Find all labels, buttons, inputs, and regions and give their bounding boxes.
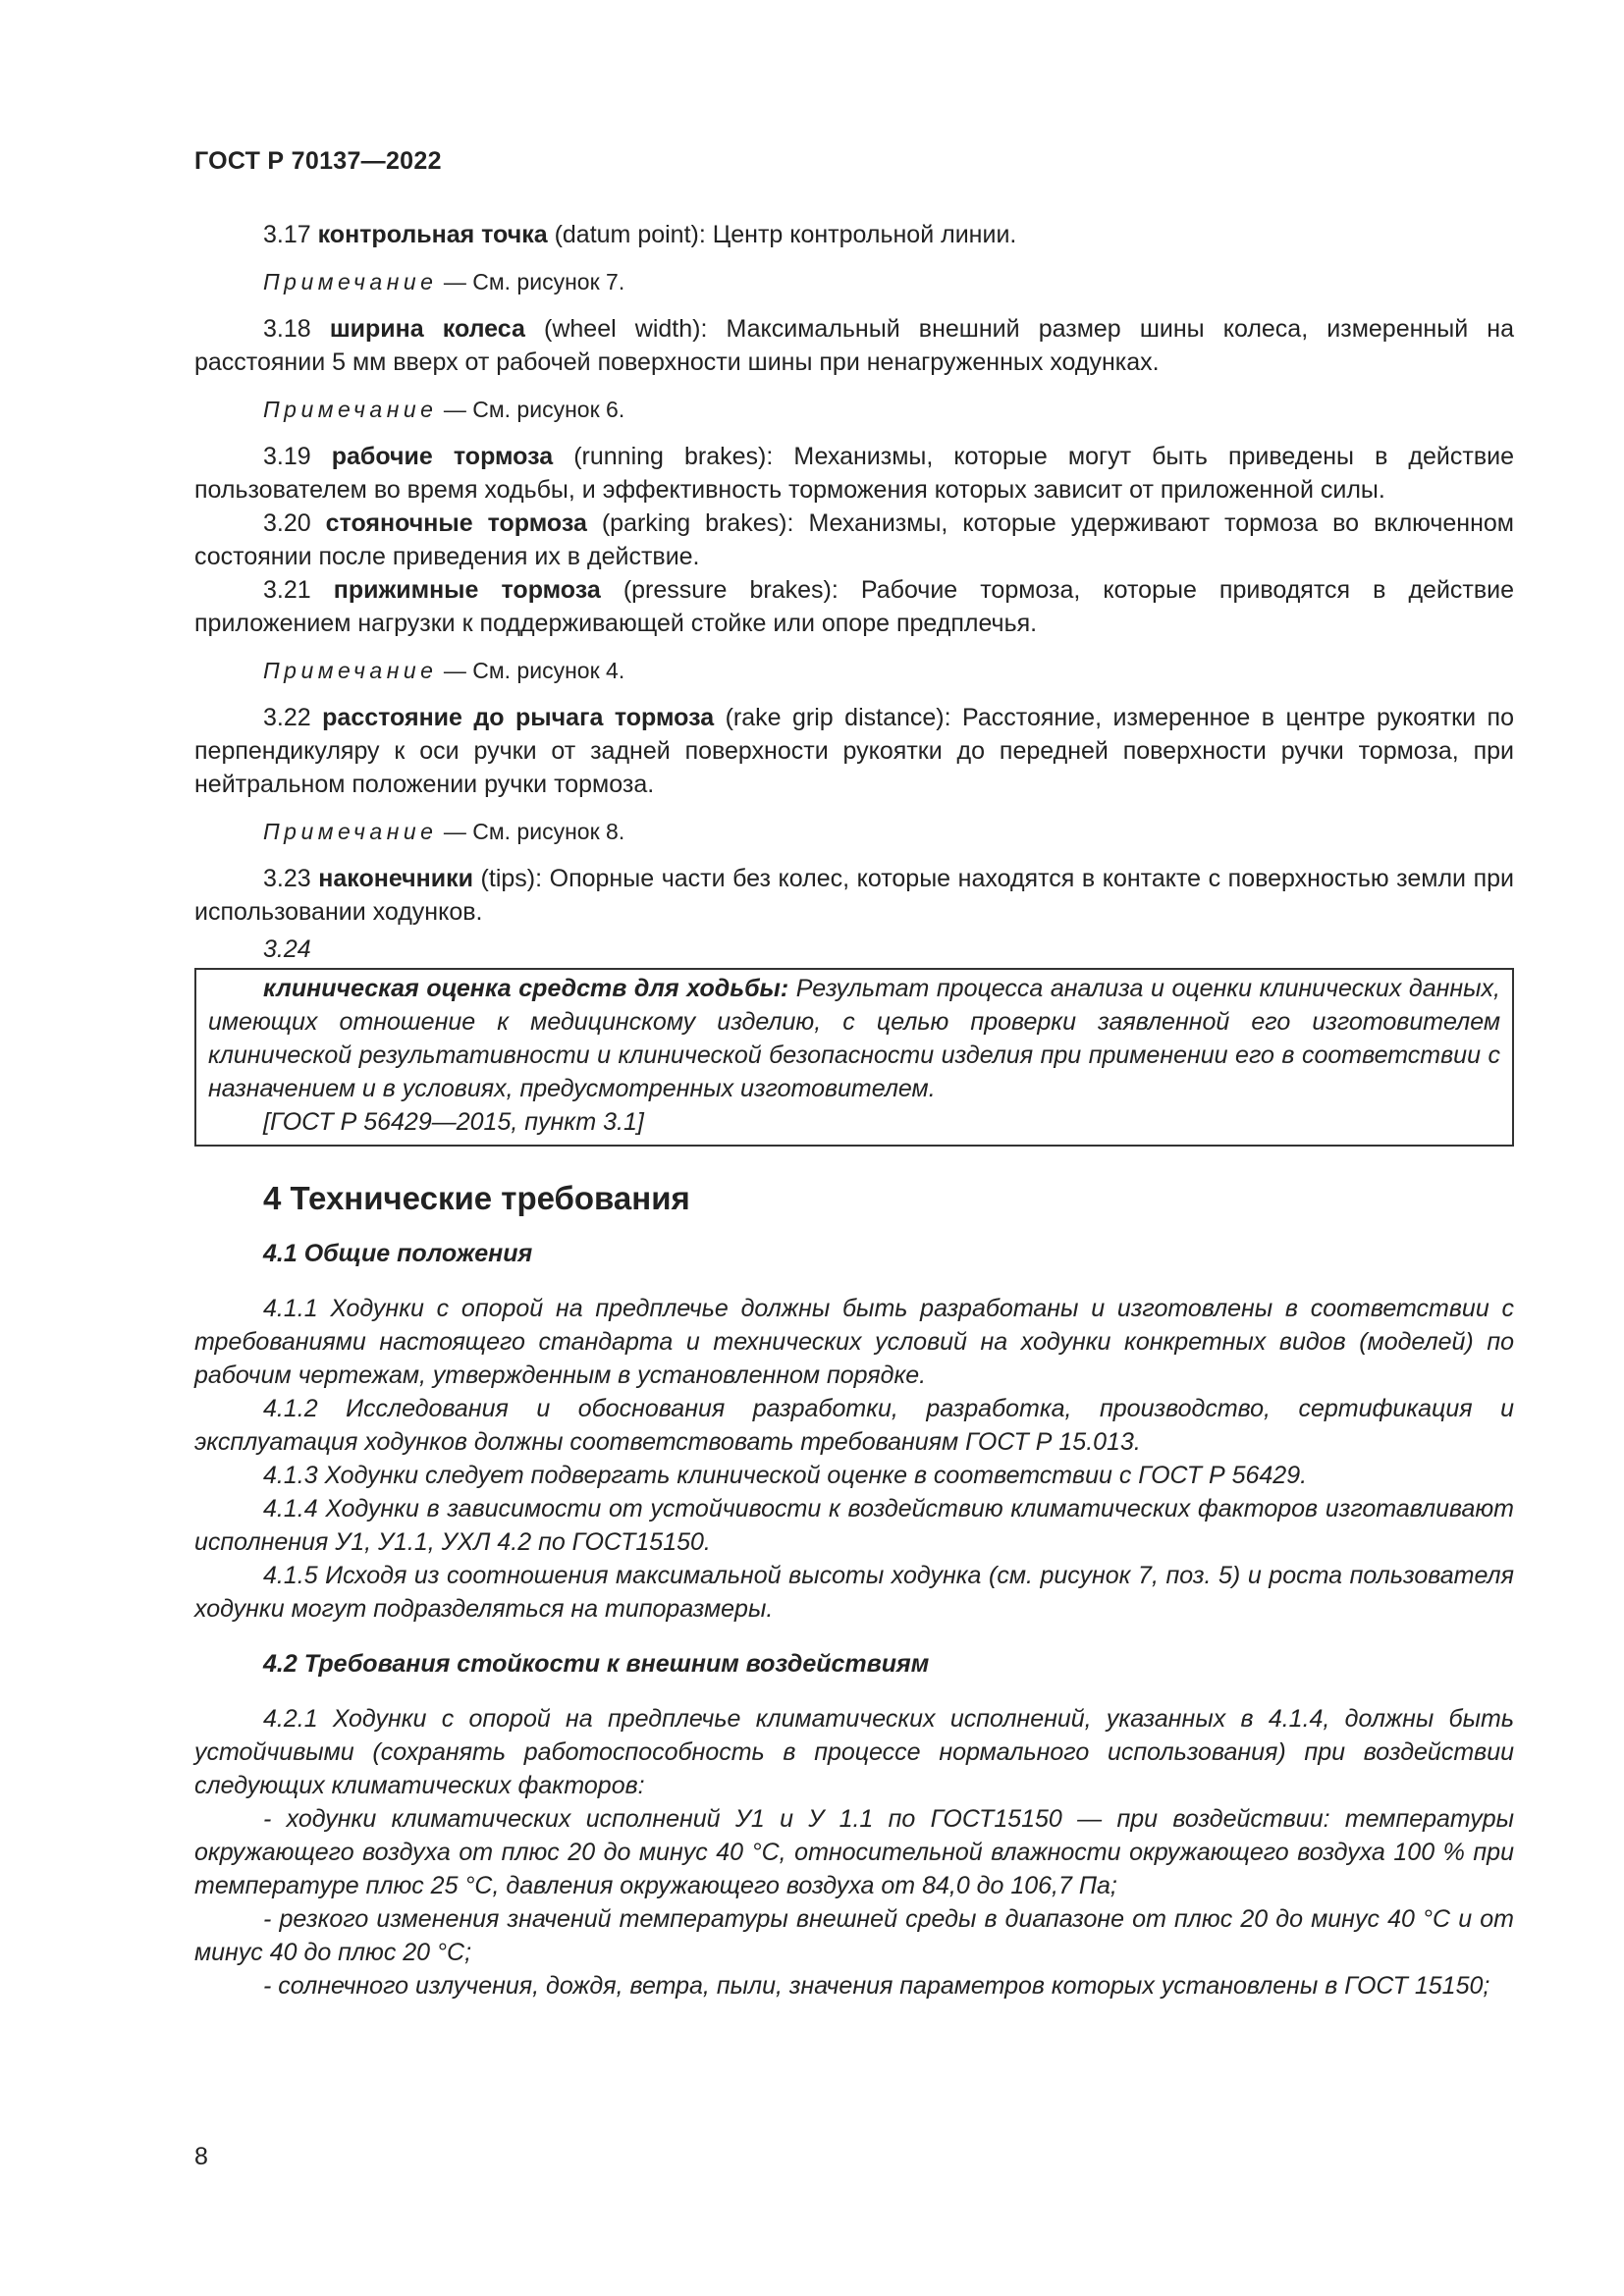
list-item: - солнечного излучения, дождя, ветра, пыли, значения параметров которых установлены в ГОСТ 15150; (263, 1972, 1490, 2000)
section-heading: 4 Технические требования (263, 1180, 690, 1216)
term: наконечники (318, 865, 473, 892)
term: контрольная точка (317, 221, 548, 248)
definition-3-17: 3.17 контрольная точка (datum point): Центр контрольной линии. (263, 221, 1017, 248)
page-content (194, 218, 1514, 2002)
clause-4-1-4: 4.1.4 Ходунки в зависимости от устойчивости к воздействию климатических факторов изготавливают исполнения У1, У1.1, УХЛ 4.2 по ГОСТ15150. (194, 1495, 1514, 1556)
definition-3-18: 3.18 ширина колеса (wheel width): Максимальный внешний размер шины колеса, измеренный на расстоянии 5 мм вверх от рабочей поверхности шины при ненагруженных ходунках. (194, 315, 1514, 376)
list-item: - ходунки климатических исполнений У1 и У 1.1 по ГОСТ15150 — при воздействии: температуры окружающего воздуха от плюс 20 до минус 40 °С, относительной влажности окружающего воздуха 100 % при температуре плюс 25 °С, давления окружающего воздуха от 84,0 до 106,7 Па; (194, 1805, 1514, 1899)
note: Примечание — См. рисунок 4. (263, 658, 625, 683)
clause-4-1-1: 4.1.1 Ходунки с опорой на предплечье должны быть разработаны и изготовлены в соответствии с требованиями настоящего стандарта и технических условий на ходунки конкретных видов (моделей) по рабочим чертежам, утвержденным в установленном порядке. (194, 1295, 1514, 1389)
note: Примечание — См. рисунок 8. (263, 819, 625, 844)
note: Примечание — См. рисунок 6. (263, 397, 625, 422)
definition-3-24-number: 3.24 (263, 935, 311, 963)
running-header: ГОСТ Р 70137—2022 (194, 147, 442, 175)
subsection-heading: 4.2 Требования стойкости к внешним воздействиям (263, 1650, 930, 1678)
definition-3-22: 3.22 расстояние до рычага тормоза (rake grip distance): Расстояние, измеренное в центре рукоятки по перпендикуляру к оси ручки от задней поверхности рукоятки до передней поверхности ручки тормоза, при нейтральном положении ручки тормоза. (194, 704, 1514, 798)
boxed-definition-text: клиническая оценка средств для ходьбы: Результат процесса анализа и оценки клинических данных, имеющих отношение к медицинскому изделию, с целью проверки заявленной его изготовителем клинической результативности и клинической безопасности изделия при применении его в соответствии с назначением и в условиях, предусмотренных изготовителем. (208, 975, 1501, 1102)
definition-source: [ГОСТ Р 56429—2015, пункт 3.1] (263, 1108, 644, 1136)
definition-3-19: 3.19 рабочие тормоза (running brakes): Механизмы, которые могут быть приведены в действие пользователем во время ходьбы, и эффективность торможения которых зависит от приложенной силы. (194, 443, 1514, 504)
clause-4-1-5: 4.1.5 Исходя из соотношения максимальной высоты ходунка (см. рисунок 7, поз. 5) и роста пользователя ходунки могут подразделяться на типоразмеры. (194, 1562, 1514, 1623)
definition-3-20: 3.20 стояночные тормоза (parking brakes): Механизмы, которые удерживают тормоза во включенном состоянии после приведения их в действие. (194, 509, 1514, 570)
page-number: 8 (194, 2143, 208, 2170)
term: стояночные тормоза (325, 509, 587, 537)
clause-4-1-3: 4.1.3 Ходунки следует подвергать клинической оценке в соответствии с ГОСТ Р 56429. (263, 1462, 1308, 1489)
term: прижимные тормоза (333, 576, 601, 604)
subsection-heading: 4.1 Общие положения (263, 1240, 533, 1267)
clause-4-1-2: 4.1.2 Исследования и обоснования разработки, разработка, производство, сертификация и эксплуатация ходунков должны соответствовать требованиям ГОСТ Р 15.013. (194, 1395, 1514, 1456)
clause-4-2-1: 4.2.1 Ходунки с опорой на предплечье климатических исполнений, указанных в 4.1.4, должны быть устойчивыми (сохранять работоспособность в процессе нормального использования) при воздействии следующих климатических факторов: (194, 1705, 1514, 1799)
definition-3-23: 3.23 наконечники (tips): Опорные части без колес, которые находятся в контакте с поверхностью земли при использовании ходунков. (194, 865, 1514, 926)
term: рабочие тормоза (331, 443, 554, 470)
boxed-definition (194, 968, 1514, 1147)
definition-3-21: 3.21 прижимные тормоза (pressure brakes): Рабочие тормоза, которые приводятся в действие приложением нагрузки к поддерживающей стойке или опоре предплечья. (194, 576, 1515, 637)
term: ширина колеса (329, 315, 525, 343)
list-item: - резкого изменения значений температуры внешней среды в диапазоне от плюс 20 до минус 40 °С и от минус 40 до плюс 20 °С; (194, 1905, 1514, 1966)
note: Примечание — См. рисунок 7. (263, 269, 625, 294)
term: расстояние до рычага тормоза (322, 704, 715, 731)
term: клиническая оценка средств для ходьбы: (263, 975, 789, 1002)
